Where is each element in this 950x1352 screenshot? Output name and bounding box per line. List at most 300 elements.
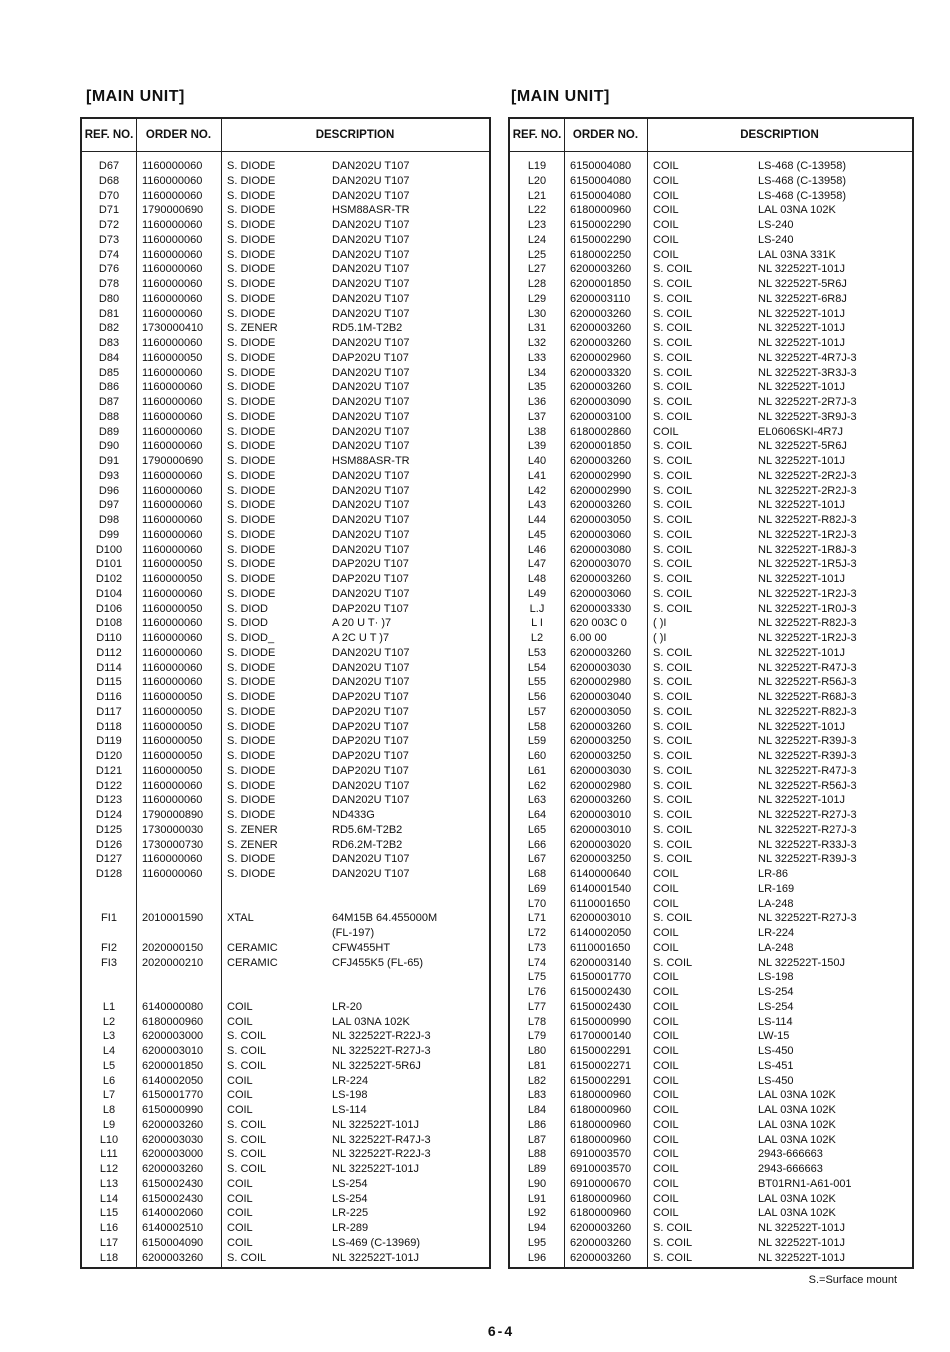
- part-type-cell: S. COIL: [653, 528, 693, 541]
- table-row: [82, 1118, 489, 1133]
- part-value-cell: EL0606SKI-4R7J: [758, 425, 843, 438]
- part-value-cell: DAN202U T107: [332, 292, 410, 305]
- order-no-cell: 6200003250: [570, 750, 632, 762]
- part-type-cell: S. DIODE: [227, 705, 276, 718]
- table-row: [510, 926, 912, 941]
- part-value-cell: DAN202U T107: [332, 543, 410, 556]
- table-row: [82, 410, 489, 425]
- part-type-cell: COIL: [653, 1045, 679, 1057]
- part-type-cell: COIL: [653, 868, 679, 880]
- table-row: [82, 587, 489, 602]
- part-type-cell: S. DIODE: [227, 809, 276, 821]
- order-no-cell: 6200003250: [570, 735, 632, 748]
- ref-cell: D99: [98, 528, 120, 541]
- part-type-cell: S. DIODE: [227, 396, 276, 408]
- part-type-cell: COIL: [227, 1177, 253, 1190]
- order-no-cell: 1160000060: [142, 661, 203, 674]
- part-value-cell: NL 322522T-R22J-3: [332, 1030, 431, 1043]
- table-row: [510, 1162, 912, 1177]
- part-value-cell: NL 322522T-3R3J-3: [758, 366, 857, 379]
- order-no-cell: 1160000060: [142, 469, 203, 482]
- ref-cell: L88: [527, 1148, 547, 1161]
- ref-cell: L73: [527, 941, 547, 954]
- part-value-cell: NL 322522T-101J: [758, 646, 846, 659]
- order-no-cell: 6150000990: [142, 1104, 204, 1116]
- part-type-cell: COIL: [653, 1118, 679, 1131]
- order-no-cell: 6200002990: [570, 484, 632, 497]
- table-row: [82, 867, 489, 882]
- table-row: [510, 956, 912, 971]
- part-value-cell: LS-114: [758, 1015, 793, 1028]
- ref-cell: L87: [527, 1133, 547, 1146]
- part-type-cell: COIL: [227, 1192, 253, 1205]
- part-value-cell: DAP202U T107: [332, 602, 409, 615]
- order-no-cell: 6110001650: [570, 941, 631, 954]
- order-no-cell: 6140002050: [142, 1074, 204, 1087]
- part-value-cell: DAN202U T107: [332, 779, 410, 792]
- ref-cell: L75: [527, 971, 547, 984]
- part-type-cell: S. COIL: [653, 602, 693, 615]
- table-row: [82, 277, 489, 292]
- part-type-cell: S. DIODE: [227, 425, 276, 438]
- table-row: [82, 1133, 489, 1148]
- table-row: [82, 528, 489, 543]
- part-type-cell: COIL: [653, 1207, 679, 1220]
- part-value-cell: NL 322522T-1R0J-3: [758, 602, 857, 615]
- table-row: [510, 425, 912, 440]
- order-no-cell: 1160000060: [142, 263, 203, 276]
- ref-cell: L68: [527, 868, 547, 880]
- ref-cell: D106: [95, 602, 123, 615]
- part-value-cell: NL 322522T-R47J-3: [758, 661, 857, 674]
- table-row: [82, 734, 489, 749]
- table-row: [510, 159, 912, 174]
- part-value-cell: LS-198: [332, 1089, 368, 1102]
- order-no-cell: 6170000140: [570, 1030, 632, 1043]
- ref-cell: D104: [95, 587, 123, 600]
- table-row: [510, 1177, 912, 1192]
- part-type-cell: S. DIODE: [227, 381, 276, 394]
- ref-cell: L66: [527, 838, 547, 851]
- part-type-cell: COIL: [653, 1015, 679, 1028]
- part-type-cell: COIL: [653, 1104, 679, 1116]
- part-value-cell: NL 322522T-R27J-3: [758, 809, 857, 821]
- ref-cell: L17: [99, 1236, 119, 1249]
- order-no-cell: 6200003040: [570, 691, 632, 703]
- ref-cell: L55: [527, 676, 547, 689]
- table-row: [510, 867, 912, 882]
- table-row: [82, 1103, 489, 1118]
- ref-cell: L37: [527, 410, 547, 423]
- order-no-cell: 1790000690: [142, 204, 204, 217]
- ref-cell: D110: [96, 632, 122, 644]
- ref-cell: L3: [102, 1030, 116, 1043]
- order-no-cell: 1160000060: [142, 587, 203, 600]
- table-row: [82, 174, 489, 189]
- part-value-cell: LS-254: [332, 1192, 368, 1205]
- order-no-cell: 6180000960: [570, 1089, 632, 1102]
- table-row: [510, 380, 912, 395]
- ref-cell: L46: [527, 543, 547, 556]
- order-no-cell: 6910003570: [570, 1163, 632, 1175]
- order-no-cell: 6150002271: [570, 1059, 632, 1072]
- ref-cell: D85: [98, 366, 120, 379]
- table-row: [510, 1251, 912, 1266]
- table-row: [82, 1059, 489, 1074]
- ref-cell: L59: [527, 735, 547, 748]
- order-no-cell: 1160000060: [142, 233, 203, 246]
- part-value-cell: LS-450: [758, 1045, 794, 1057]
- header-order-no: ORDER NO.: [572, 129, 639, 141]
- header-ref-no: REF. NO.: [512, 129, 562, 141]
- table-row: [82, 956, 489, 971]
- order-no-cell: 1160000060: [142, 174, 203, 187]
- order-no-cell: 1160000060: [142, 514, 203, 526]
- part-type-cell: S. DIODE: [227, 366, 276, 379]
- table-row: [510, 616, 912, 631]
- ref-cell: L94: [527, 1222, 547, 1234]
- table-row: [510, 1103, 912, 1118]
- ref-cell: L54: [527, 661, 547, 674]
- part-value-cell: NL 322522T-5R6J: [758, 440, 847, 453]
- table-row: [82, 336, 489, 351]
- table-row: [510, 351, 912, 366]
- table-row: [510, 336, 912, 351]
- table-row: [510, 1206, 912, 1221]
- order-no-cell: 6180000960: [142, 1015, 204, 1028]
- ref-cell: L89: [527, 1163, 547, 1175]
- table-row: [510, 1088, 912, 1103]
- table-row: [510, 675, 912, 690]
- part-value-cell: NL 322522T-1R8J-3: [758, 543, 857, 556]
- order-no-cell: 6140002510: [142, 1222, 204, 1234]
- table-row: [510, 705, 912, 720]
- part-type-cell: S. DIODE: [227, 233, 276, 246]
- ref-cell: L63: [527, 794, 547, 807]
- table-row: [510, 1147, 912, 1162]
- ref-cell: D124: [95, 809, 123, 821]
- ref-cell: L40: [527, 455, 547, 467]
- parts-table-left: [80, 117, 491, 1269]
- ref-cell: L45: [527, 528, 547, 541]
- ref-cell: L15: [99, 1207, 119, 1220]
- order-no-cell: 2020000210: [142, 956, 204, 969]
- order-no-cell: 6150002291: [570, 1045, 632, 1057]
- order-no-cell: 1160000060: [142, 528, 203, 541]
- table-row: [510, 1029, 912, 1044]
- part-value-cell: DAN202U T107: [332, 528, 410, 541]
- part-value-cell: DAN202U T107: [332, 174, 410, 187]
- part-value-cell: DAP202U T107: [332, 764, 409, 777]
- order-no-cell: 1160000060: [142, 219, 203, 231]
- table-row: [82, 1177, 489, 1192]
- order-no-cell: 6200003000: [142, 1148, 204, 1161]
- part-type-cell: S. DIODE: [227, 750, 276, 762]
- table-row: [510, 292, 912, 307]
- ref-cell: L8: [102, 1104, 116, 1116]
- table-row: [82, 1192, 489, 1207]
- table-row: [82, 513, 489, 528]
- order-no-cell: 6200003060: [570, 587, 632, 600]
- part-type-cell: S. DIODE: [227, 469, 276, 482]
- part-value-cell: A 20 U T· )7: [332, 617, 392, 630]
- order-no-cell: 1730000730: [142, 838, 204, 851]
- order-no-cell: 6150004090: [142, 1236, 204, 1249]
- ref-cell: L71: [527, 912, 547, 925]
- part-type-cell: S. COIL: [653, 573, 693, 585]
- part-value-cell: CFJ455K5 (FL-65): [332, 956, 424, 969]
- part-type-cell: S. COIL: [653, 735, 693, 748]
- ref-cell: L27: [527, 263, 547, 276]
- part-type-cell: S. DIODE: [227, 676, 276, 689]
- table-row: [82, 1000, 489, 1015]
- table-row: [510, 1000, 912, 1015]
- ref-cell: L79: [527, 1030, 547, 1043]
- part-value-cell: LR-225: [332, 1207, 369, 1220]
- part-value-cell: LS-240: [758, 233, 794, 246]
- part-value-cell: DAN202U T107: [332, 219, 410, 231]
- part-type-cell: COIL: [653, 160, 679, 172]
- order-no-cell: 6200003010: [570, 823, 632, 836]
- order-no-cell: 6140000640: [570, 868, 632, 880]
- part-value-cell: LS-468 (C-13958): [758, 160, 847, 172]
- part-value-cell: RD5.6M-T2B2: [332, 823, 403, 836]
- order-no-cell: 6200003260: [570, 307, 632, 320]
- table-row: [510, 764, 912, 779]
- table-row: [510, 749, 912, 764]
- table-row: [510, 1192, 912, 1207]
- part-value-cell: DAP202U T107: [332, 351, 409, 364]
- part-value-cell: NL 322522T-101J: [332, 1118, 420, 1131]
- part-value-cell: DAN202U T107: [332, 278, 410, 290]
- order-no-cell: 6150004080: [570, 174, 632, 187]
- part-type-cell: S. ZENER: [227, 823, 278, 836]
- part-type-cell: S. COIL: [653, 853, 693, 866]
- part-value-cell: NL 322522T-R39J-3: [758, 853, 857, 866]
- ref-cell: D70: [98, 189, 120, 202]
- part-type-cell: COIL: [653, 941, 679, 954]
- order-no-cell: 6200003260: [570, 455, 632, 467]
- ref-cell: FI2: [101, 941, 117, 954]
- ref-cell: L33: [527, 351, 547, 364]
- table-row: [82, 425, 489, 440]
- table-row: [82, 248, 489, 263]
- part-value-cell: DAN202U T107: [332, 233, 410, 246]
- part-type-cell: COIL: [653, 233, 679, 246]
- table-row: [82, 233, 489, 248]
- ref-cell: L65: [527, 823, 547, 836]
- table-row: [82, 661, 489, 676]
- part-type-cell: S. DIODE: [227, 219, 276, 231]
- order-no-cell: 6150002430: [570, 1000, 632, 1013]
- order-no-cell: 6200003030: [570, 661, 632, 674]
- part-value-cell: LAL 03NA 102K: [758, 204, 836, 217]
- order-no-cell: 6200003140: [570, 956, 632, 969]
- order-no-cell: 6180002250: [570, 248, 632, 261]
- ref-cell: D82: [98, 322, 120, 335]
- part-type-cell: S. COIL: [653, 558, 693, 571]
- part-type-cell: S. COIL: [653, 381, 693, 394]
- header-description: DESCRIPTION: [740, 129, 819, 141]
- part-value-cell: NL 322522T-R27J-3: [758, 823, 857, 836]
- part-type-cell: COIL: [653, 204, 679, 217]
- part-value-cell: NL 322522T-101J: [758, 1236, 846, 1249]
- order-no-cell: 6180000960: [570, 1207, 632, 1220]
- order-no-cell: 1160000060: [142, 366, 203, 379]
- part-value-cell: NL 322522T-R68J-3: [758, 691, 857, 703]
- part-type-cell: ( )I: [653, 617, 667, 630]
- part-value-cell: NL 322522T-4R7J-3: [758, 351, 857, 364]
- table-row: [510, 852, 912, 867]
- part-value-cell: DAN202U T107: [332, 263, 410, 276]
- part-value-cell: HSM88ASR-TR: [332, 455, 410, 467]
- part-type-cell: S. DIODE: [227, 543, 276, 556]
- order-no-cell: 6200003260: [570, 720, 632, 733]
- table-row: [82, 484, 489, 499]
- ref-cell: L34: [527, 366, 547, 379]
- ref-cell: D81: [98, 307, 120, 320]
- order-no-cell: 1160000060: [142, 396, 203, 408]
- table-row: [82, 882, 489, 897]
- table-row: [510, 1236, 912, 1251]
- part-type-cell: S. COIL: [653, 809, 693, 821]
- ref-cell: L77: [527, 1000, 547, 1013]
- ref-cell: FI3: [101, 956, 117, 969]
- ref-cell: L20: [527, 174, 547, 187]
- part-value-cell: LAL 03NA 102K: [758, 1207, 836, 1220]
- order-no-cell: 6200003250: [570, 853, 632, 866]
- part-type-cell: COIL: [653, 1074, 679, 1087]
- part-value-cell: DAN202U T107: [332, 661, 410, 674]
- ref-cell: D91: [98, 455, 120, 467]
- order-no-cell: 6200003260: [570, 573, 632, 585]
- ref-cell: D101: [95, 558, 123, 571]
- order-no-cell: 1160000050: [142, 764, 203, 777]
- order-no-cell: 2010001590: [142, 912, 204, 925]
- ref-cell: L5: [102, 1059, 116, 1072]
- table-row: [82, 705, 489, 720]
- ref-cell: L21: [527, 189, 547, 202]
- table-row: [510, 646, 912, 661]
- ref-cell: L7: [102, 1089, 116, 1102]
- order-no-cell: 1160000060: [142, 381, 203, 394]
- ref-cell: L12: [99, 1163, 119, 1175]
- part-value-cell: NL 322522T-R27J-3: [758, 912, 857, 925]
- table-row: [510, 734, 912, 749]
- order-no-cell: 6200003060: [570, 528, 632, 541]
- ref-cell: L28: [527, 278, 547, 290]
- part-type-cell: S. DIODE: [227, 853, 276, 866]
- part-value-cell: DAN202U T107: [332, 248, 410, 261]
- order-no-cell: 1160000060: [142, 440, 203, 453]
- part-type-cell: S. COIL: [653, 823, 693, 836]
- ref-cell: D126: [95, 838, 123, 851]
- part-value-cell: LS-198: [758, 971, 794, 984]
- part-value-cell: DAN202U T107: [332, 484, 410, 497]
- table-row: [82, 690, 489, 705]
- order-no-cell: 6150002430: [142, 1177, 204, 1190]
- part-type-cell: S. DIODE: [227, 337, 276, 349]
- part-value-cell: NL 322522T-5R6J: [332, 1059, 421, 1072]
- part-type-cell: S. COIL: [653, 1236, 693, 1249]
- table-row: [510, 897, 912, 912]
- part-value-cell: DAN202U T107: [332, 425, 410, 438]
- part-type-cell: S. COIL: [653, 278, 693, 290]
- table-row: [82, 292, 489, 307]
- part-type-cell: S. DIODE: [227, 484, 276, 497]
- order-no-cell: 6180000960: [570, 1104, 632, 1116]
- part-value-cell: DAN202U T107: [332, 410, 410, 423]
- part-value-cell: DAN202U T107: [332, 868, 410, 880]
- part-type-cell: COIL: [653, 1030, 679, 1043]
- table-row: [82, 1044, 489, 1059]
- part-type-cell: S. COIL: [653, 499, 693, 512]
- ref-cell: L90: [527, 1177, 547, 1190]
- part-type-cell: S. DIODE: [227, 528, 276, 541]
- ref-cell: L39: [527, 440, 547, 453]
- part-value-cell: DAP202U T107: [332, 735, 409, 748]
- part-type-cell: S. COIL: [653, 514, 693, 526]
- order-no-cell: 6150000990: [570, 1015, 632, 1028]
- part-value-cell: LS-468 (C-13958): [758, 174, 847, 187]
- part-value-cell: NL 322522T-101J: [332, 1251, 420, 1264]
- ref-cell: D88: [98, 410, 120, 423]
- part-value-cell: LAL 03NA 102K: [758, 1104, 836, 1116]
- part-type-cell: S. DIODE: [227, 573, 276, 585]
- part-value-cell: DAN202U T107: [332, 587, 410, 600]
- part-value-cell: LA-248: [758, 897, 794, 910]
- part-type-cell: COIL: [227, 1236, 253, 1249]
- part-value-cell: DAN202U T107: [332, 160, 410, 172]
- table-row: [510, 882, 912, 897]
- order-no-cell: 6200003050: [570, 514, 632, 526]
- order-no-cell: 6140001540: [570, 882, 632, 895]
- table-row: [510, 941, 912, 956]
- part-value-cell: NL 322522T-3R9J-3: [758, 410, 857, 423]
- part-value-cell: NL 322522T-R82J-3: [758, 705, 857, 718]
- part-type-cell: S. COIL: [653, 720, 693, 733]
- table-body-left: [82, 159, 489, 1265]
- table-row: [510, 277, 912, 292]
- order-no-cell: 1160000060: [142, 779, 203, 792]
- order-no-cell: 6180000960: [570, 1192, 632, 1205]
- order-no-cell: 1160000060: [142, 617, 203, 630]
- part-value-cell: LS-468 (C-13958): [758, 189, 847, 202]
- table-row: [82, 838, 489, 853]
- ref-cell: L48: [527, 573, 547, 585]
- ref-cell: L2: [102, 1015, 116, 1028]
- part-type-cell: S. COIL: [227, 1045, 267, 1057]
- ref-cell: FI1: [101, 912, 117, 925]
- part-type-cell: S. COIL: [227, 1059, 267, 1072]
- ref-cell: D86: [98, 381, 120, 394]
- table-row: [510, 661, 912, 676]
- table-row: [510, 454, 912, 469]
- part-type-cell: S. COIL: [653, 1222, 693, 1234]
- table-row: [82, 1221, 489, 1236]
- table-row: [82, 1162, 489, 1177]
- ref-cell: L I: [531, 617, 543, 630]
- table-row: [82, 557, 489, 572]
- table-row: [510, 1015, 912, 1030]
- ref-cell: D68: [98, 174, 120, 187]
- table-row: [510, 321, 912, 336]
- order-no-cell: 6200003260: [570, 1236, 632, 1249]
- part-value-cell: LAL 03NA 102K: [758, 1192, 836, 1205]
- part-value-cell: HSM88ASR-TR: [332, 204, 410, 217]
- order-no-cell: 1160000050: [142, 558, 203, 571]
- ref-cell: L56: [527, 691, 547, 703]
